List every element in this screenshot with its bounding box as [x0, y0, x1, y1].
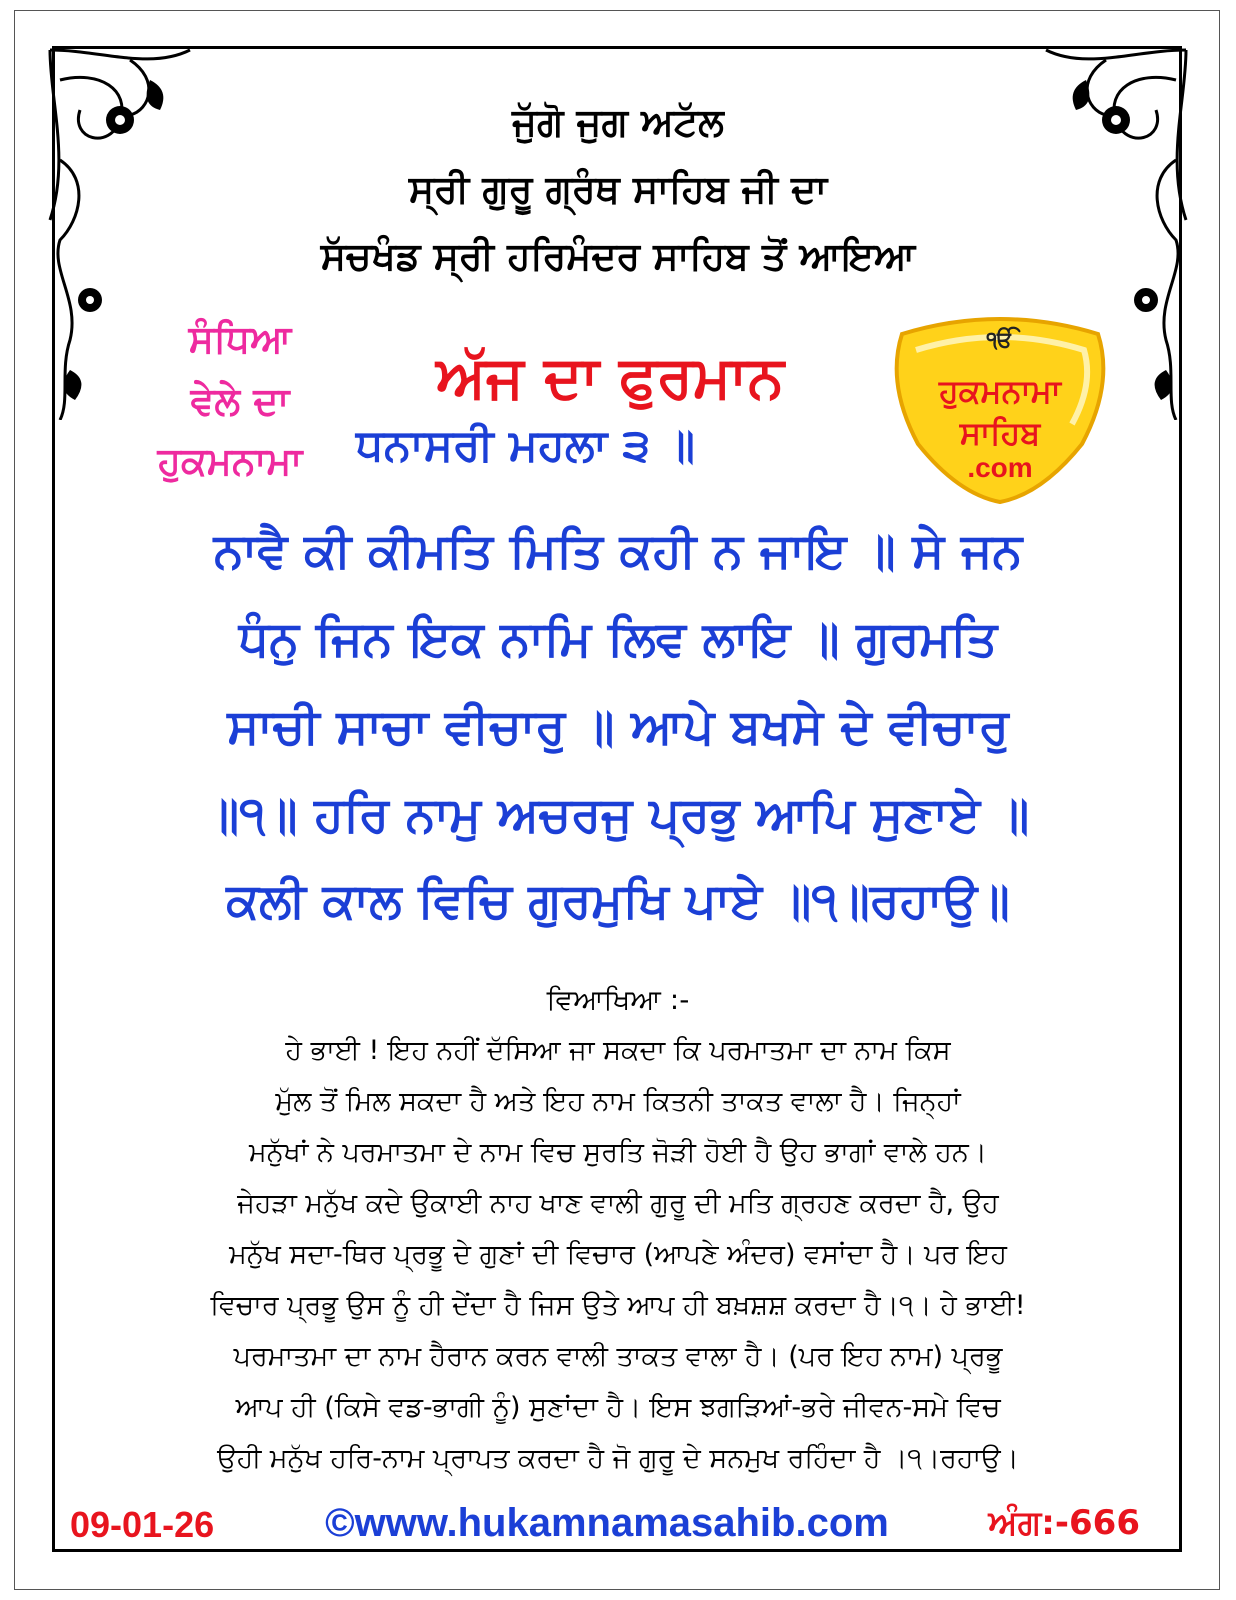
explanation-line: ਆਪ ਹੀ (ਕਿਸੇ ਵਡ-ਭਾਗੀ ਨੂੰ) ਸੁਣਾਂਦਾ ਹੈ। ਇਸ ਝਗੜਿਆਂ-ਭਰੇ ਜੀਵਨ-ਸਮੇ ਵਿਚ [235, 1392, 1001, 1423]
explanation-line: ਪਰਮਾਤਮਾ ਦਾ ਨਾਮ ਹੈਰਾਨ ਕਰਨ ਵਾਲੀ ਤਾਕਤ ਵਾਲਾ ਹੈ। (ਪਰ ਇਹ ਨਾਮ) ਪ੍ਰਭੂ [233, 1341, 1003, 1372]
logo-text-line-1: ਹੁਕਮਨਾਮਾ [939, 372, 1061, 410]
verse-line: ॥੧॥ ਹਰਿ ਨਾਮੁ ਅਚਰਜੁ ਪ੍ਰਭੁ ਆਪਿ ਸੁਣਾਏ ॥ [206, 787, 1030, 843]
page-title: ਅੱਜ ਦਾ ਫੁਰਮਾਨ [436, 343, 784, 411]
explanation-line: ਮਨੁੱਖ ਸਦਾ-ਥਿਰ ਪ੍ਰਭੂ ਦੇ ਗੁਣਾਂ ਦੀ ਵਿਚਾਰ (ਆਪਣੇ ਅੰਦਰ) ਵਸਾਂਦਾ ਹੈ। ਪਰ ਇਹ [229, 1239, 1007, 1270]
explanation-line: ਵਿਚਾਰ ਪ੍ਰਭੂ ਉਸ ਨੂੰ ਹੀ ਦੇਂਦਾ ਹੈ ਜਿਸ ਉਤੇ ਆਪ ਹੀ ਬਖ਼ਸ਼ਸ਼ ਕਰਦਾ ਹੈ।੧। ਹੇ ਭਾਈ! [210, 1290, 1026, 1321]
explanation-line: ਹੇ ਭਾਈ ! ਇਹ ਨਹੀਂ ਦੱਸਿਆ ਜਾ ਸਕਦਾ ਕਿ ਪਰਮਾਤਮਾ ਦਾ ਨਾਮ ਕਿਸ [285, 1035, 951, 1066]
logo-text-line-3: .com [967, 452, 1033, 483]
ik-onkar-icon: ੴ [986, 328, 1014, 353]
raag-heading: ਧਨਾਸਰੀ ਮਹਲਾ ੩ ॥ [356, 420, 695, 471]
verse-line: ਸਾਚੀ ਸਾਚਾ ਵੀਚਾਰੁ ॥ ਆਪੇ ਬਖਸੇ ਦੇ ਵੀਚਾਰੁ [227, 699, 1009, 755]
hukamnama-sahib-logo [882, 314, 1118, 504]
header-line-3: ਸੱਚਖੰਡ ਸ੍ਰੀ ਹਰਿਮੰਦਰ ਸਾਹਿਬ ਤੋਂ ਆਇਆ [320, 234, 916, 278]
footer-date: 09-01-26 [70, 1504, 215, 1545]
explanation-title: ਵਿਆਖਿਆ :- [546, 983, 690, 1016]
explanation-line: ਜੇਹੜਾ ਮਨੁੱਖ ਕਦੇ ਉਕਾਈ ਨਾਹ ਖਾਣ ਵਾਲੀ ਗੁਰੂ ਦੀ ਮਤਿ ਗ੍ਰਹਣ ਕਰਦਾ ਹੈ, ਉਹ [237, 1188, 999, 1219]
header-line-1: ਜੁੱਗੋ ਜੁਗ ਅਟੱਲ [512, 100, 724, 144]
side-label-line-1: ਸੰਧਿਆ [188, 317, 292, 361]
verse-line: ਧੰਨੁ ਜਿਨ ਇਕ ਨਾਮਿ ਲਿਵ ਲਾਇ ॥ ਗੁਰਮਤਿ [238, 611, 998, 667]
explanation-line: ਉਹੀ ਮਨੁੱਖ ਹਰਿ-ਨਾਮ ਪ੍ਰਾਪਤ ਕਰਦਾ ਹੈ ਜੋ ਗੁਰੂ ਦੇ ਸਨਮੁਖ ਰਹਿੰਦਾ ਹੈ ।੧।ਰਹਾਉ। [217, 1443, 1019, 1474]
explanation-line: ਮੁੱਲ ਤੋਂ ਮਿਲ ਸਕਦਾ ਹੈ ਅਤੇ ਇਹ ਨਾਮ ਕਿਤਨੀ ਤਾਕਤ ਵਾਲਾ ਹੈ। ਜਿਨ੍ਹਾਂ [275, 1086, 961, 1117]
header-line-2: ਸ੍ਰੀ ਗੁਰੂ ਗ੍ਰੰਥ ਸਾਹਿਬ ਜੀ ਦਾ [408, 167, 828, 211]
side-label-line-2: ਵੇਲੇ ਦਾ [190, 379, 290, 423]
footer-website-link[interactable]: ©www.hukamnamasahib.com [325, 1501, 889, 1545]
verse-line: ਨਾਵੈ ਕੀ ਕੀਮਤਿ ਮਿਤਿ ਕਹੀ ਨ ਜਾਇ ॥ ਸੇ ਜਨ [213, 523, 1023, 579]
footer-ang-number: ਅੰਗ:-666 [988, 1503, 1140, 1543]
verse-line: ਕਲੀ ਕਾਲ ਵਿਚਿ ਗੁਰਮੁਖਿ ਪਾਏ ॥੧॥ਰਹਾਉ॥ [226, 873, 1010, 929]
logo-text-line-2: ਸਾਹਿਬ [959, 414, 1041, 452]
side-label-line-3: ਹੁਕਮਨਾਮਾ [157, 439, 303, 483]
explanation-line: ਮਨੁੱਖਾਂ ਨੇ ਪਰਮਾਤਮਾ ਦੇ ਨਾਮ ਵਿਚ ਸੁਰਤਿ ਜੋੜੀ ਹੋਈ ਹੈ ਉਹ ਭਾਗਾਂ ਵਾਲੇ ਹਨ। [249, 1137, 987, 1168]
